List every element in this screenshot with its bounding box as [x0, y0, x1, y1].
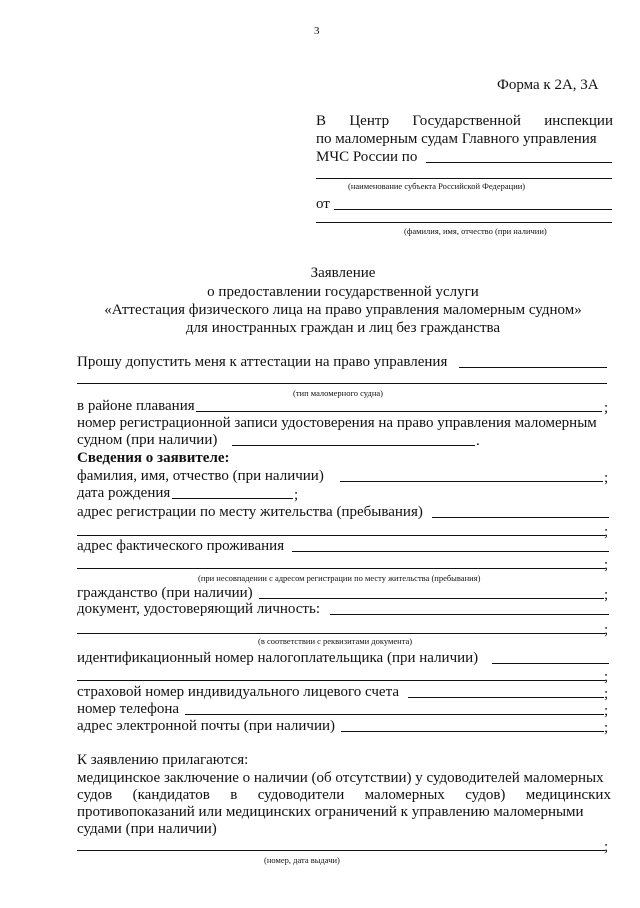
applicant-heading: Сведения о заявителе:: [77, 450, 230, 466]
from-label: от: [316, 196, 330, 212]
title-line-3: «Аттестация физического лица на право управления маломерным судном»: [104, 302, 582, 318]
id-document-field-line-2[interactable]: [77, 633, 605, 634]
actual-address-label: адрес фактического проживания: [77, 538, 285, 554]
from-field-line-2[interactable]: [316, 222, 612, 223]
med-line-2: судов (кандидатов в судоводители маломерных судов) медицинских: [77, 787, 611, 803]
request-label: Прошу допустить меня к аттестации на право управления: [77, 354, 448, 370]
vessel-type-field[interactable]: [459, 367, 607, 368]
addressee-line-2: по маломерным судам Главного управления: [316, 131, 597, 147]
fio-label: фамилия, имя, отчество (при наличии): [77, 468, 324, 484]
page-number: 3: [314, 25, 320, 37]
semicolon: ;: [604, 524, 609, 540]
title-line-4: для иностранных граждан и лиц без гражданства: [185, 320, 501, 336]
area-field[interactable]: [196, 411, 602, 412]
caption-issue: (номер, дата выдачи): [264, 855, 340, 865]
semicolon: ;: [604, 400, 609, 416]
reg-record-label: номер регистрационной записи удостоверения на право управления маломерным: [77, 415, 597, 431]
med-line-3: противопоказаний или медицинских ограничений к управлению маломерными: [77, 804, 584, 820]
addressee-line-3: МЧС России по: [316, 149, 418, 165]
inn-field[interactable]: [492, 663, 609, 664]
reg-address-field-line-2[interactable]: [77, 535, 605, 536]
medical-field[interactable]: [77, 850, 605, 851]
med-line-4: судами (при наличии): [77, 821, 217, 837]
period: .: [476, 433, 480, 449]
vessel-type-field-line-2[interactable]: [77, 383, 607, 384]
citizenship-field[interactable]: [259, 598, 604, 599]
semicolon: ;: [604, 839, 609, 855]
phone-field[interactable]: [185, 714, 604, 715]
semicolon: ;: [604, 720, 609, 736]
inn-label: идентификационный номер налогоплательщика (при наличии): [77, 650, 479, 666]
semicolon: ;: [604, 470, 609, 486]
snils-label: страховой номер индивидуального лицевого счета: [77, 684, 399, 700]
title-line-2: о предоставлении государственной услуги: [207, 284, 479, 300]
actual-address-field-line-2[interactable]: [77, 568, 605, 569]
semicolon: ;: [604, 669, 609, 685]
from-field[interactable]: [334, 209, 612, 210]
title-line-1: Заявление: [310, 265, 376, 281]
id-document-field[interactable]: [330, 614, 609, 615]
caption-mismatch: (при несовпадении с адресом регистрации по месту жительства (пребывания): [198, 573, 481, 583]
semicolon: ;: [604, 587, 609, 603]
caption-doc: (в соответствии с реквизитами документа): [258, 636, 413, 646]
semicolon: ;: [604, 622, 609, 638]
citizenship-label: гражданство (при наличии): [77, 585, 253, 601]
id-document-label: документ, удостоверяющий личность:: [77, 601, 320, 617]
semicolon: ;: [294, 487, 299, 503]
dob-label: дата рождения: [77, 485, 171, 501]
reg-address-field[interactable]: [432, 517, 609, 518]
semicolon: ;: [604, 557, 609, 573]
actual-address-field[interactable]: [292, 551, 609, 552]
fio-field[interactable]: [340, 481, 603, 482]
dob-field[interactable]: [172, 498, 293, 499]
region-field-line-2[interactable]: [316, 178, 612, 179]
addressee-line-1: В Центр Государственной инспекции: [316, 113, 613, 129]
semicolon: ;: [604, 686, 609, 702]
email-field[interactable]: [341, 731, 604, 732]
region-field[interactable]: [426, 162, 612, 163]
phone-label: номер телефона: [77, 701, 180, 717]
caption-fio: (фамилия, имя, отчество (при наличии): [404, 226, 547, 236]
area-label: в районе плавания: [77, 398, 195, 414]
attachments-heading: К заявлению прилагаются:: [77, 752, 249, 768]
caption-vessel-type: (тип маломерного судна): [293, 388, 383, 398]
inn-field-line-2[interactable]: [77, 680, 605, 681]
reg-record-field[interactable]: [232, 445, 475, 446]
semicolon: ;: [604, 703, 609, 719]
snils-field[interactable]: [408, 697, 604, 698]
email-label: адрес электронной почты (при наличии): [77, 718, 335, 734]
caption-region: (наименование субъекта Российской Федерации): [348, 181, 526, 191]
med-line-1: медицинское заключение о наличии (об отсутствии) у судоводителей маломерных: [77, 770, 604, 786]
form-label: Форма к 2А, 3А: [497, 77, 599, 93]
reg-address-label: адрес регистрации по месту жительства (пребывания): [77, 504, 423, 520]
reg-record-label-2: судном (при наличии): [77, 432, 218, 448]
